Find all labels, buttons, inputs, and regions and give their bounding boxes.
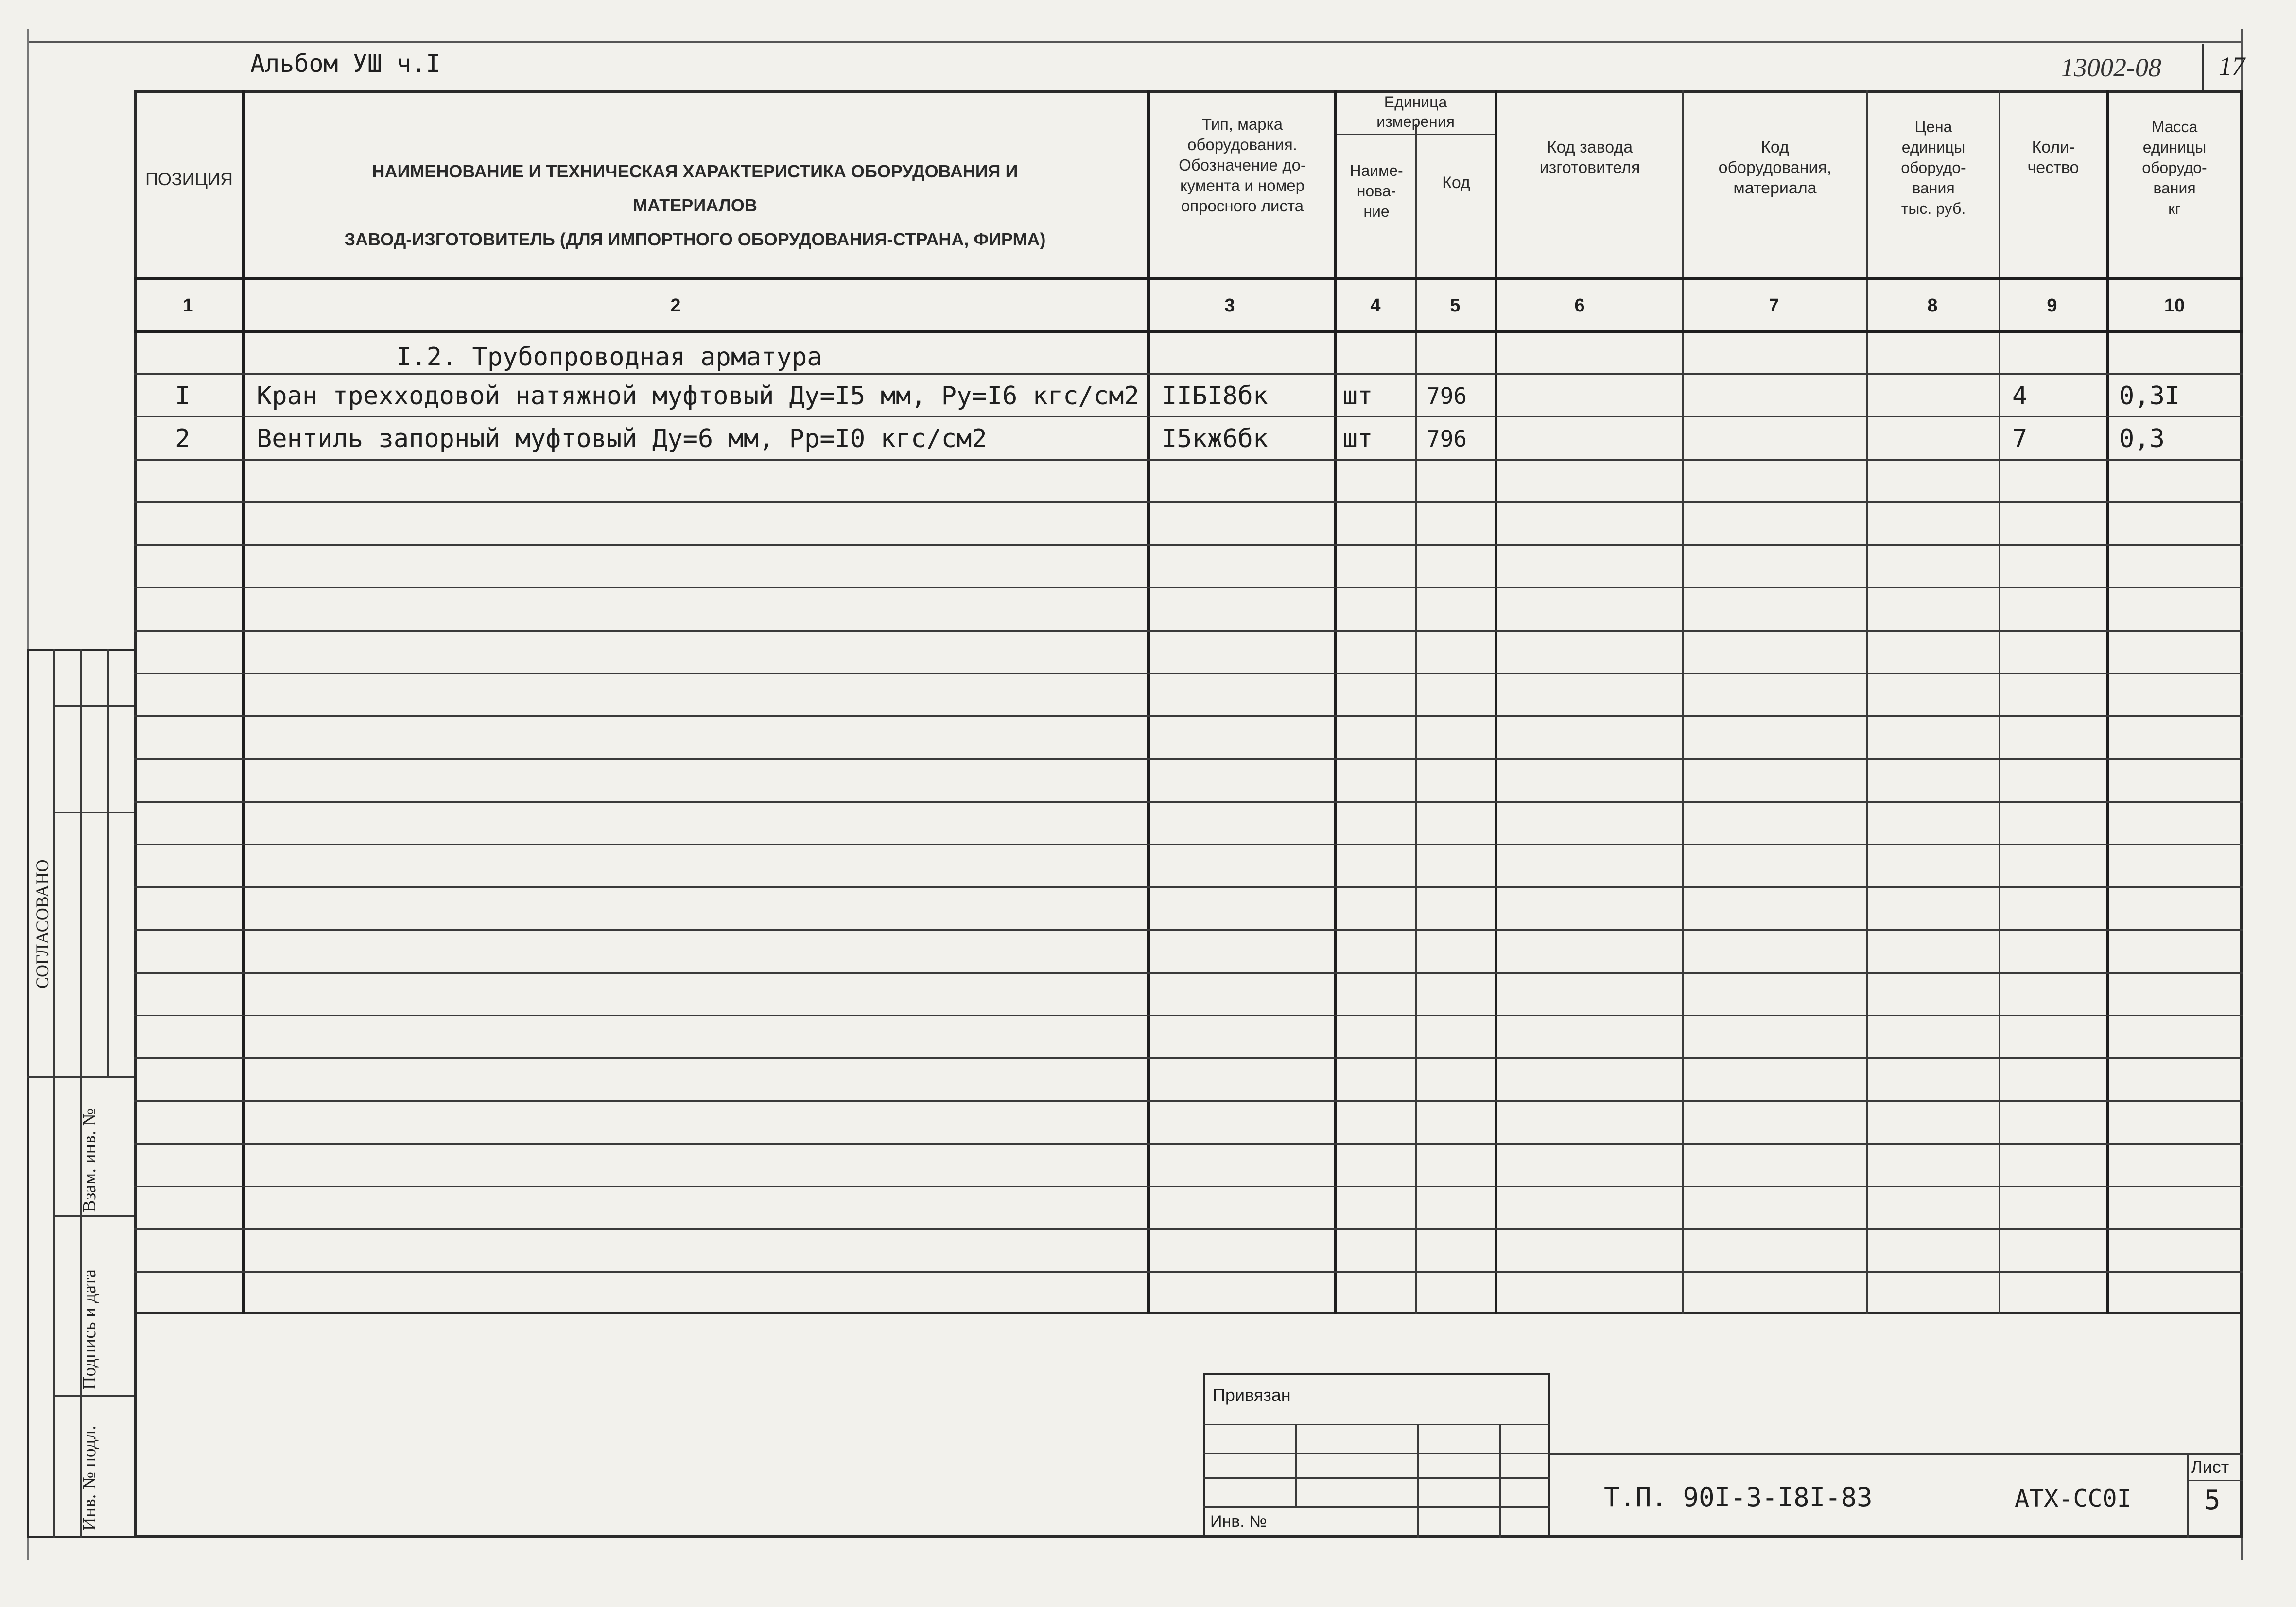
header-unit-name: Наиме- нова- ние bbox=[1350, 162, 1403, 220]
main-table bbox=[134, 90, 2243, 1314]
approval-line-3 bbox=[27, 1076, 134, 1078]
header-equipment-code: Код оборудования, материала bbox=[1718, 138, 1832, 197]
row-2-unit: шт bbox=[1342, 424, 1373, 453]
sheet-label-line bbox=[2187, 1480, 2243, 1481]
row-2-position: 2 bbox=[175, 424, 191, 453]
linked-line-4 bbox=[1203, 1506, 1550, 1508]
row-1-unit: шт bbox=[1342, 381, 1373, 411]
col-line-6 bbox=[1682, 90, 1684, 1314]
section-title: I.2. Трубопроводная арматура bbox=[396, 343, 822, 372]
header-factory-code: Код завода изготовителя bbox=[1539, 138, 1640, 177]
album-title: Альбом УШ ч.I bbox=[250, 50, 441, 78]
corner-divider bbox=[2202, 44, 2204, 92]
col-number-1: 1 bbox=[183, 295, 193, 316]
row-2-code: 796 bbox=[1426, 426, 1467, 452]
row-1-type: IIБI8бк bbox=[1162, 381, 1269, 411]
row-rule bbox=[134, 544, 2243, 546]
header-price: Цена единицы оборудо- вания тыс. руб. bbox=[1901, 118, 1966, 217]
approval-line-5 bbox=[53, 1395, 134, 1397]
document-number: Т.П. 90I-3-I8I-83 bbox=[1604, 1482, 1873, 1513]
header-position: ПОЗИЦИЯ bbox=[145, 169, 233, 189]
linked-line-1 bbox=[1203, 1424, 1550, 1425]
col-line-8 bbox=[1999, 90, 2000, 1314]
stamp-original-inv: Инв. № подл. bbox=[79, 1425, 100, 1531]
linked-vline-1 bbox=[1295, 1424, 1297, 1506]
row-rule bbox=[134, 1100, 2243, 1102]
sheet-label: Лист bbox=[2191, 1457, 2229, 1477]
header-bottom bbox=[134, 277, 2243, 280]
row-rule bbox=[134, 1186, 2243, 1187]
row-1-code: 796 bbox=[1426, 383, 1467, 409]
col-line-1 bbox=[242, 90, 245, 1314]
sheet-number: 5 bbox=[2204, 1485, 2221, 1516]
row-rule bbox=[134, 929, 2243, 931]
col-number-7: 7 bbox=[1769, 295, 1779, 316]
row-2-name: Вентиль запорный муфтовый Ду=6 мм, Рр=I0 кгс/см2 bbox=[257, 424, 987, 453]
row-rule bbox=[134, 758, 2243, 760]
row-2-quantity: 7 bbox=[2012, 424, 2028, 453]
row-rule bbox=[134, 1015, 2243, 1016]
inventory-label: Инв. № bbox=[1210, 1512, 1267, 1531]
row-rule bbox=[134, 416, 2243, 417]
row-rule bbox=[134, 801, 2243, 803]
linked-label: Привязан bbox=[1213, 1385, 1291, 1405]
col-number-8: 8 bbox=[1927, 295, 1938, 316]
col-number-3: 3 bbox=[1224, 295, 1235, 316]
col-line-9 bbox=[2106, 90, 2109, 1314]
linked-vline-2 bbox=[1417, 1424, 1419, 1538]
row-1-name: Кран трехходовой натяжной муфтовый Ду=I5 мм, Ру=I6 кгс/см2 bbox=[257, 381, 1139, 411]
row-rule bbox=[134, 972, 2243, 974]
approval-line-4 bbox=[53, 1215, 134, 1217]
col-line-2 bbox=[1147, 90, 1150, 1314]
row-rule bbox=[134, 715, 2243, 717]
sheet-bottom-border bbox=[134, 1535, 2243, 1538]
col-line-7 bbox=[1866, 90, 1868, 1314]
row-rule bbox=[134, 1143, 2243, 1145]
approval-strip-divider-2 bbox=[80, 649, 82, 1538]
header-quantity: Коли- чество bbox=[2027, 138, 2079, 177]
top-border bbox=[27, 41, 2243, 43]
header-name: НАИМЕНОВАНИЕ И ТЕХНИЧЕСКАЯ ХАРАКТЕРИСТИКА ОБОРУДОВАНИЯ И МАТЕРИАЛОВ ЗАВОД-ИЗГОТОВИТЕЛЬ (ДЛЯ ИМПОРТНОГО ОБОРУДОВАНИЯ-СТРАНА, ФИРМА) bbox=[344, 161, 1046, 249]
row-rule bbox=[134, 587, 2243, 588]
stamp-signature-date: Подпись и дата bbox=[79, 1269, 100, 1390]
row-rule bbox=[134, 1228, 2243, 1230]
row-rule bbox=[134, 673, 2243, 674]
document-code: АТХ-СС0I bbox=[2015, 1485, 2132, 1513]
approval-line-1 bbox=[53, 705, 134, 707]
row-rule bbox=[134, 1271, 2243, 1273]
linked-vline-3 bbox=[1499, 1424, 1501, 1538]
title-block-top bbox=[1550, 1453, 2243, 1455]
column-number-bottom bbox=[134, 330, 2243, 333]
row-2-mass: 0,3 bbox=[2119, 424, 2165, 453]
col-number-6: 6 bbox=[1574, 295, 1585, 316]
stamp-replace-inv: Взам. инв. № bbox=[79, 1108, 100, 1212]
header-type: Тип, марка оборудования. Обозначение до- кумента и номер опросного листа bbox=[1179, 115, 1306, 215]
linked-line-3 bbox=[1203, 1477, 1550, 1479]
col-line-3 bbox=[1334, 90, 1337, 1314]
sheet-divider bbox=[2187, 1453, 2189, 1538]
stamp-left-edge bbox=[134, 1314, 137, 1538]
approval-strip-divider-1 bbox=[53, 649, 55, 1538]
linked-line-2 bbox=[1203, 1453, 1550, 1454]
agreed-label: СОГЛАСОВАНО bbox=[33, 859, 52, 989]
header-unit-group: Единица измерения bbox=[1376, 93, 1455, 130]
stamp-right-edge bbox=[2240, 1314, 2243, 1538]
approval-strip-divider-3 bbox=[107, 649, 109, 1076]
header-unit-code: Код bbox=[1442, 173, 1470, 192]
row-1-quantity: 4 bbox=[2012, 381, 2028, 411]
unit-group-underline bbox=[1337, 134, 1495, 135]
row-1-mass: 0,3I bbox=[2119, 381, 2180, 411]
page-corner-number: 17 bbox=[2219, 52, 2245, 81]
row-2-type: I5кж6бк bbox=[1162, 424, 1269, 453]
row-rule bbox=[134, 630, 2243, 632]
col-number-9: 9 bbox=[2047, 295, 2057, 316]
col-line-5 bbox=[1495, 90, 1497, 1314]
row-rule bbox=[134, 886, 2243, 888]
col-line-4 bbox=[1415, 124, 1417, 1314]
col-number-5: 5 bbox=[1450, 295, 1461, 316]
handwritten-code: 13002-08 bbox=[2061, 53, 2161, 82]
col-number-2: 2 bbox=[670, 295, 681, 316]
row-rule bbox=[134, 1057, 2243, 1059]
col-number-4: 4 bbox=[1370, 295, 1381, 316]
row-1-position: I bbox=[175, 381, 191, 411]
col-number-10: 10 bbox=[2164, 295, 2185, 316]
row-rule bbox=[134, 373, 2243, 375]
row-rule bbox=[134, 501, 2243, 503]
approval-line-2 bbox=[53, 812, 134, 813]
header-mass: Масса единицы оборудо- вания кг bbox=[2142, 118, 2207, 217]
row-rule bbox=[134, 844, 2243, 845]
row-rule bbox=[134, 459, 2243, 461]
